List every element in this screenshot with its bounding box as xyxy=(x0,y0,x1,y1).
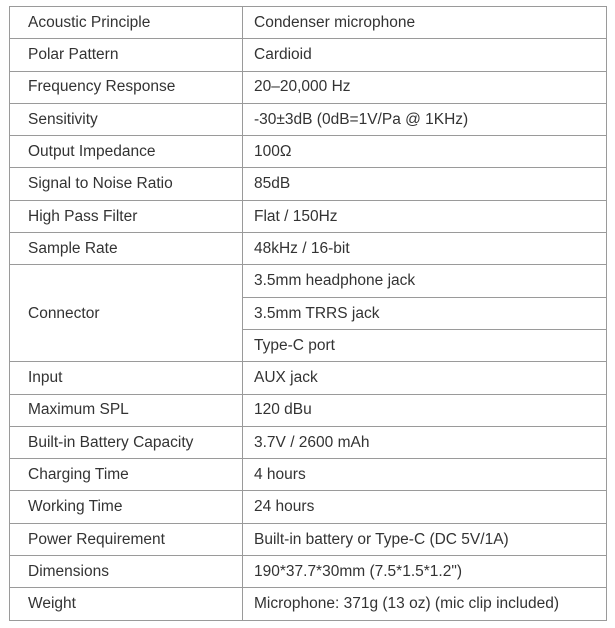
spec-value: Condenser microphone xyxy=(243,7,607,39)
table-row xyxy=(10,103,607,135)
spec-label: Sensitivity xyxy=(10,103,243,135)
table-row xyxy=(10,588,607,620)
table-row xyxy=(10,362,607,394)
table-row xyxy=(10,7,607,39)
spec-label: Charging Time xyxy=(10,459,243,491)
table-row xyxy=(10,459,607,491)
spec-label: High Pass Filter xyxy=(10,200,243,232)
table-row xyxy=(10,394,607,426)
spec-value: 3.5mm TRRS jack xyxy=(243,297,607,329)
spec-label: Acoustic Principle xyxy=(10,7,243,39)
table-row xyxy=(10,71,607,103)
spec-value: 48kHz / 16-bit xyxy=(243,233,607,265)
spec-table-body xyxy=(10,7,607,621)
spec-label: Power Requirement xyxy=(10,523,243,555)
spec-label: Polar Pattern xyxy=(10,39,243,71)
table-row xyxy=(10,491,607,523)
spec-label: Output Impedance xyxy=(10,136,243,168)
spec-value: 3.7V / 2600 mAh xyxy=(243,426,607,458)
spec-value: 85dB xyxy=(243,168,607,200)
spec-label: Maximum SPL xyxy=(10,394,243,426)
spec-value: 100Ω xyxy=(243,136,607,168)
table-row xyxy=(10,523,607,555)
spec-value: 20–20,000 Hz xyxy=(243,71,607,103)
table-row xyxy=(10,556,607,588)
spec-value: 4 hours xyxy=(243,459,607,491)
spec-value: Flat / 150Hz xyxy=(243,200,607,232)
spec-value: Built-in battery or Type-C (DC 5V/1A) xyxy=(243,523,607,555)
table-row xyxy=(10,426,607,458)
spec-label: Built-in Battery Capacity xyxy=(10,426,243,458)
table-row xyxy=(10,39,607,71)
spec-table-container xyxy=(9,6,607,621)
table-row xyxy=(10,136,607,168)
spec-value: Microphone: 371g (13 oz) (mic clip included) xyxy=(243,588,607,620)
spec-value: Type-C port xyxy=(243,329,607,361)
spec-label: Sample Rate xyxy=(10,233,243,265)
spec-label: Weight xyxy=(10,588,243,620)
spec-label: Working Time xyxy=(10,491,243,523)
table-row xyxy=(10,200,607,232)
spec-label: Dimensions xyxy=(10,556,243,588)
table-row xyxy=(10,233,607,265)
spec-value: AUX jack xyxy=(243,362,607,394)
spec-label: Input xyxy=(10,362,243,394)
spec-label: Signal to Noise Ratio xyxy=(10,168,243,200)
spec-value: 190*37.7*30mm (7.5*1.5*1.2") xyxy=(243,556,607,588)
spec-label: Connector xyxy=(10,265,243,362)
spec-table xyxy=(9,6,607,621)
spec-value: -30±3dB (0dB=1V/Pa @ 1KHz) xyxy=(243,103,607,135)
spec-value: 3.5mm headphone jack xyxy=(243,265,607,297)
table-row xyxy=(10,168,607,200)
table-row xyxy=(10,265,607,297)
spec-value: 120 dBu xyxy=(243,394,607,426)
spec-label: Frequency Response xyxy=(10,71,243,103)
spec-value: Cardioid xyxy=(243,39,607,71)
spec-value: 24 hours xyxy=(243,491,607,523)
